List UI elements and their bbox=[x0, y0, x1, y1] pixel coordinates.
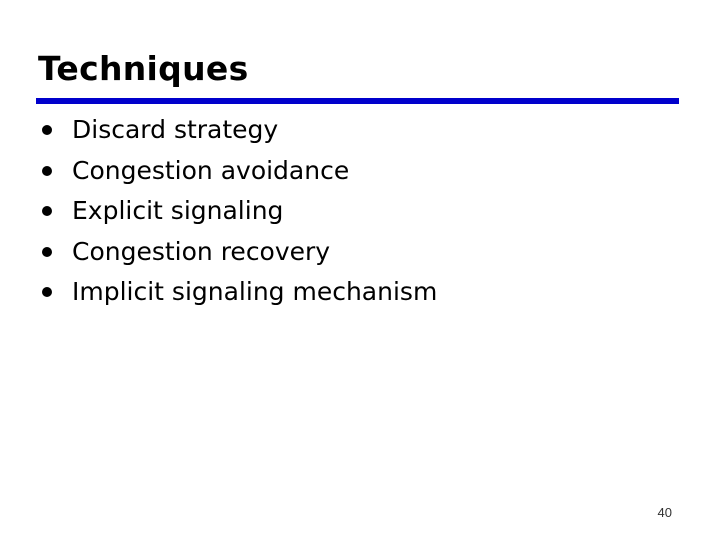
bullet-item bbox=[42, 151, 437, 192]
bullet-dot-icon bbox=[42, 206, 52, 216]
bullet-dot-icon bbox=[42, 125, 52, 135]
title-underline-rule bbox=[36, 98, 679, 104]
bullet-dot-icon bbox=[42, 247, 52, 257]
bullet-text: Discard strategy bbox=[72, 115, 279, 145]
page-number: 40 bbox=[657, 505, 672, 520]
slide-title: Techniques bbox=[38, 49, 249, 88]
bullet-item bbox=[42, 272, 437, 313]
bullet-text: Implicit signaling mechanism bbox=[72, 277, 438, 307]
bullet-item bbox=[42, 232, 437, 273]
bullet-dot-icon bbox=[42, 287, 52, 297]
bullet-list bbox=[42, 110, 437, 313]
bullet-item bbox=[42, 191, 437, 232]
bullet-item bbox=[42, 110, 437, 151]
bullet-dot-icon bbox=[42, 166, 52, 176]
bullet-text: Congestion avoidance bbox=[72, 155, 350, 185]
bullet-text: Congestion recovery bbox=[72, 236, 331, 266]
bullet-text: Explicit signaling bbox=[72, 196, 284, 226]
